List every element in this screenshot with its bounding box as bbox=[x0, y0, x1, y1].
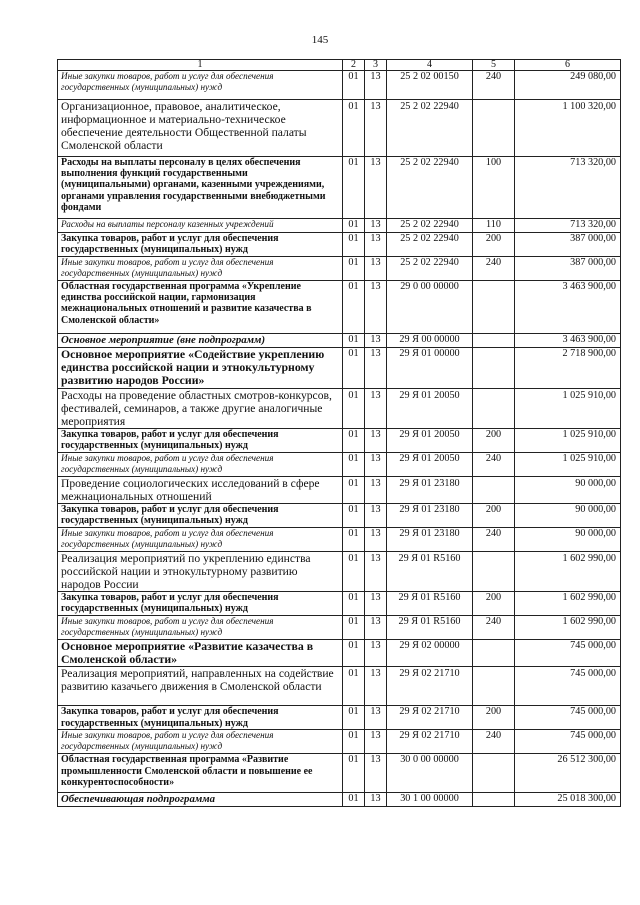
row-name: Областная государственная программа «Развитие промышленности Смоленской области и повышение ее конкурентоспособности» bbox=[58, 754, 343, 793]
row-subsection: 13 bbox=[365, 667, 387, 706]
row-expense-type bbox=[473, 754, 515, 793]
row-target-code: 29 Я 02 21710 bbox=[387, 730, 473, 754]
row-expense-type: 240 bbox=[473, 528, 515, 552]
table-row bbox=[58, 348, 621, 389]
row-section: 01 bbox=[343, 730, 365, 754]
row-expense-type: 200 bbox=[473, 233, 515, 257]
row-amount: 2 718 900,00 bbox=[515, 348, 621, 389]
row-name: Закупка товаров, работ и услуг для обеспечения государственных (муниципальных) нужд bbox=[58, 706, 343, 730]
table-row bbox=[58, 233, 621, 257]
row-subsection: 13 bbox=[365, 429, 387, 453]
row-expense-type bbox=[473, 100, 515, 157]
row-target-code: 25 2 02 22940 bbox=[387, 157, 473, 219]
row-target-code: 29 Я 01 20050 bbox=[387, 429, 473, 453]
row-section: 01 bbox=[343, 477, 365, 504]
row-amount: 26 512 300,00 bbox=[515, 754, 621, 793]
table-row bbox=[58, 640, 621, 667]
row-subsection: 13 bbox=[365, 219, 387, 233]
row-subsection: 13 bbox=[365, 71, 387, 100]
table-row bbox=[58, 429, 621, 453]
row-amount: 745 000,00 bbox=[515, 667, 621, 706]
row-amount: 90 000,00 bbox=[515, 528, 621, 552]
row-expense-type: 240 bbox=[473, 71, 515, 100]
row-name: Реализация мероприятий по укреплению единства российской нации и этнокультурному развитию народов России bbox=[58, 552, 343, 592]
row-name: Иные закупки товаров, работ и услуг для обеспечения государственных (муниципальных) нужд bbox=[58, 528, 343, 552]
row-target-code: 29 Я 01 20050 bbox=[387, 453, 473, 477]
row-target-code: 29 Я 02 21710 bbox=[387, 667, 473, 706]
row-section: 01 bbox=[343, 706, 365, 730]
row-name: Иные закупки товаров, работ и услуг для обеспечения государственных (муниципальных) нужд bbox=[58, 453, 343, 477]
table-body bbox=[58, 71, 621, 807]
row-name: Закупка товаров, работ и услуг для обеспечения государственных (муниципальных) нужд bbox=[58, 429, 343, 453]
budget-table bbox=[57, 59, 621, 807]
row-expense-type: 240 bbox=[473, 730, 515, 754]
row-expense-type: 240 bbox=[473, 453, 515, 477]
table-row bbox=[58, 257, 621, 281]
row-subsection: 13 bbox=[365, 528, 387, 552]
row-amount: 1 602 990,00 bbox=[515, 616, 621, 640]
table-row bbox=[58, 100, 621, 157]
table-row bbox=[58, 219, 621, 233]
row-target-code: 29 Я 01 23180 bbox=[387, 528, 473, 552]
row-amount: 713 320,00 bbox=[515, 157, 621, 219]
row-amount: 90 000,00 bbox=[515, 477, 621, 504]
row-name: Расходы на проведение областных смотров-конкурсов, фестивалей, семинаров, а также другие аналогичные мероприятия bbox=[58, 389, 343, 429]
row-target-code: 29 Я 01 23180 bbox=[387, 504, 473, 528]
row-name: Иные закупки товаров, работ и услуг для обеспечения государственных (муниципальных) нужд bbox=[58, 730, 343, 754]
row-expense-type bbox=[473, 281, 515, 334]
row-name: Иные закупки товаров, работ и услуг для обеспечения государственных (муниципальных) нужд bbox=[58, 71, 343, 100]
row-section: 01 bbox=[343, 334, 365, 348]
row-subsection: 13 bbox=[365, 389, 387, 429]
row-target-code: 29 Я 02 00000 bbox=[387, 640, 473, 667]
row-target-code: 25 2 02 22940 bbox=[387, 219, 473, 233]
row-target-code: 29 Я 01 R5160 bbox=[387, 552, 473, 592]
row-target-code: 25 2 02 22940 bbox=[387, 100, 473, 157]
row-expense-type bbox=[473, 348, 515, 389]
row-section: 01 bbox=[343, 793, 365, 807]
table-row bbox=[58, 592, 621, 616]
table-row bbox=[58, 71, 621, 100]
row-expense-type: 240 bbox=[473, 616, 515, 640]
table-row bbox=[58, 706, 621, 730]
table-row bbox=[58, 528, 621, 552]
row-expense-type: 240 bbox=[473, 257, 515, 281]
row-amount: 745 000,00 bbox=[515, 640, 621, 667]
row-amount: 745 000,00 bbox=[515, 730, 621, 754]
row-name: Закупка товаров, работ и услуг для обеспечения государственных (муниципальных) нужд bbox=[58, 504, 343, 528]
row-section: 01 bbox=[343, 348, 365, 389]
table-row bbox=[58, 730, 621, 754]
row-target-code: 29 Я 00 00000 bbox=[387, 334, 473, 348]
row-amount: 249 080,00 bbox=[515, 71, 621, 100]
row-expense-type: 200 bbox=[473, 706, 515, 730]
row-subsection: 13 bbox=[365, 793, 387, 807]
row-section: 01 bbox=[343, 100, 365, 157]
row-expense-type: 100 bbox=[473, 157, 515, 219]
row-target-code: 25 2 02 00150 bbox=[387, 71, 473, 100]
row-name: Расходы на выплаты персоналу казенных учреждений bbox=[58, 219, 343, 233]
row-subsection: 13 bbox=[365, 477, 387, 504]
row-expense-type bbox=[473, 552, 515, 592]
row-subsection: 13 bbox=[365, 730, 387, 754]
column-header-subsection: 3 bbox=[365, 60, 387, 71]
row-amount: 387 000,00 bbox=[515, 233, 621, 257]
table-row bbox=[58, 504, 621, 528]
row-subsection: 13 bbox=[365, 552, 387, 592]
row-target-code: 29 0 00 00000 bbox=[387, 281, 473, 334]
table-row bbox=[58, 453, 621, 477]
row-amount: 1 025 910,00 bbox=[515, 429, 621, 453]
row-amount: 90 000,00 bbox=[515, 504, 621, 528]
row-amount: 387 000,00 bbox=[515, 257, 621, 281]
row-expense-type bbox=[473, 793, 515, 807]
row-subsection: 13 bbox=[365, 281, 387, 334]
row-name: Обеспечивающая подпрограмма bbox=[58, 793, 343, 807]
row-subsection: 13 bbox=[365, 233, 387, 257]
row-name: Закупка товаров, работ и услуг для обеспечения государственных (муниципальных) нужд bbox=[58, 592, 343, 616]
row-section: 01 bbox=[343, 552, 365, 592]
row-section: 01 bbox=[343, 592, 365, 616]
row-amount: 25 018 300,00 bbox=[515, 793, 621, 807]
row-subsection: 13 bbox=[365, 754, 387, 793]
row-target-code: 29 Я 02 21710 bbox=[387, 706, 473, 730]
row-name: Реализация мероприятий, направленных на содействие развитию казачьего движения в Смоленской области bbox=[58, 667, 343, 706]
row-amount: 1 100 320,00 bbox=[515, 100, 621, 157]
row-expense-type bbox=[473, 389, 515, 429]
row-target-code: 30 0 00 00000 bbox=[387, 754, 473, 793]
table-row bbox=[58, 667, 621, 706]
row-section: 01 bbox=[343, 429, 365, 453]
column-header-name: 1 bbox=[58, 60, 343, 71]
row-amount: 745 000,00 bbox=[515, 706, 621, 730]
table-row bbox=[58, 334, 621, 348]
table-row bbox=[58, 793, 621, 807]
row-subsection: 13 bbox=[365, 640, 387, 667]
row-section: 01 bbox=[343, 528, 365, 552]
row-expense-type: 110 bbox=[473, 219, 515, 233]
page-number: 145 bbox=[311, 34, 329, 46]
row-subsection: 13 bbox=[365, 348, 387, 389]
row-expense-type bbox=[473, 477, 515, 504]
row-amount: 3 463 900,00 bbox=[515, 334, 621, 348]
row-expense-type: 200 bbox=[473, 504, 515, 528]
row-amount: 1 602 990,00 bbox=[515, 552, 621, 592]
row-section: 01 bbox=[343, 453, 365, 477]
row-expense-type: 200 bbox=[473, 592, 515, 616]
row-name: Расходы на выплаты персоналу в целях обеспечения выполнения функций государственными (муниципальными) органами, казенными учреждениями, органами управления государственными внебюджетными фондами bbox=[58, 157, 343, 219]
row-amount: 713 320,00 bbox=[515, 219, 621, 233]
row-amount: 1 602 990,00 bbox=[515, 592, 621, 616]
row-name: Областная государственная программа «Укрепление единства российской нации, гармонизация межнациональных отношений и развитие казачества в Смоленской области» bbox=[58, 281, 343, 334]
row-name: Иные закупки товаров, работ и услуг для обеспечения государственных (муниципальных) нужд bbox=[58, 257, 343, 281]
row-subsection: 13 bbox=[365, 504, 387, 528]
row-subsection: 13 bbox=[365, 706, 387, 730]
table-row bbox=[58, 157, 621, 219]
row-section: 01 bbox=[343, 640, 365, 667]
row-target-code: 25 2 02 22940 bbox=[387, 257, 473, 281]
table-row bbox=[58, 552, 621, 592]
row-name: Иные закупки товаров, работ и услуг для обеспечения государственных (муниципальных) нужд bbox=[58, 616, 343, 640]
row-section: 01 bbox=[343, 257, 365, 281]
row-subsection: 13 bbox=[365, 257, 387, 281]
row-amount: 1 025 910,00 bbox=[515, 389, 621, 429]
row-section: 01 bbox=[343, 389, 365, 429]
row-name: Организационное, правовое, аналитическое, информационное и материально-техническое обеспечение деятельности Общественной палаты Смоленской области bbox=[58, 100, 343, 157]
row-target-code: 29 Я 01 20050 bbox=[387, 389, 473, 429]
column-header-amount: 6 bbox=[515, 60, 621, 71]
column-header-expense-type: 5 bbox=[473, 60, 515, 71]
row-subsection: 13 bbox=[365, 100, 387, 157]
column-header-target-code: 4 bbox=[387, 60, 473, 71]
row-expense-type bbox=[473, 640, 515, 667]
row-name: Основное мероприятие «Содействие укреплению единства российской нации и этнокультурному развитию народов России» bbox=[58, 348, 343, 389]
row-name: Закупка товаров, работ и услуг для обеспечения государственных (муниципальных) нужд bbox=[58, 233, 343, 257]
row-amount: 3 463 900,00 bbox=[515, 281, 621, 334]
row-section: 01 bbox=[343, 667, 365, 706]
table-row bbox=[58, 754, 621, 793]
row-section: 01 bbox=[343, 219, 365, 233]
row-section: 01 bbox=[343, 281, 365, 334]
row-section: 01 bbox=[343, 504, 365, 528]
row-expense-type bbox=[473, 334, 515, 348]
row-section: 01 bbox=[343, 233, 365, 257]
table-row bbox=[58, 616, 621, 640]
row-target-code: 29 Я 01 00000 bbox=[387, 348, 473, 389]
row-target-code: 29 Я 01 R5160 bbox=[387, 616, 473, 640]
table-row bbox=[58, 477, 621, 504]
row-target-code: 29 Я 01 R5160 bbox=[387, 592, 473, 616]
row-name: Основное мероприятие «Развитие казачества в Смоленской области» bbox=[58, 640, 343, 667]
row-section: 01 bbox=[343, 754, 365, 793]
row-expense-type bbox=[473, 667, 515, 706]
table-row bbox=[58, 389, 621, 429]
row-name: Основное мероприятие (вне подпрограмм) bbox=[58, 334, 343, 348]
row-target-code: 25 2 02 22940 bbox=[387, 233, 473, 257]
row-subsection: 13 bbox=[365, 616, 387, 640]
row-section: 01 bbox=[343, 157, 365, 219]
row-target-code: 30 1 00 00000 bbox=[387, 793, 473, 807]
row-expense-type: 200 bbox=[473, 429, 515, 453]
row-name: Проведение социологических исследований в сфере межнациональных отношений bbox=[58, 477, 343, 504]
row-subsection: 13 bbox=[365, 334, 387, 348]
column-header-section: 2 bbox=[343, 60, 365, 71]
row-subsection: 13 bbox=[365, 453, 387, 477]
row-section: 01 bbox=[343, 71, 365, 100]
row-subsection: 13 bbox=[365, 157, 387, 219]
row-section: 01 bbox=[343, 616, 365, 640]
table-row bbox=[58, 281, 621, 334]
row-target-code: 29 Я 01 23180 bbox=[387, 477, 473, 504]
row-subsection: 13 bbox=[365, 592, 387, 616]
row-amount: 1 025 910,00 bbox=[515, 453, 621, 477]
table-header-row bbox=[58, 60, 621, 71]
